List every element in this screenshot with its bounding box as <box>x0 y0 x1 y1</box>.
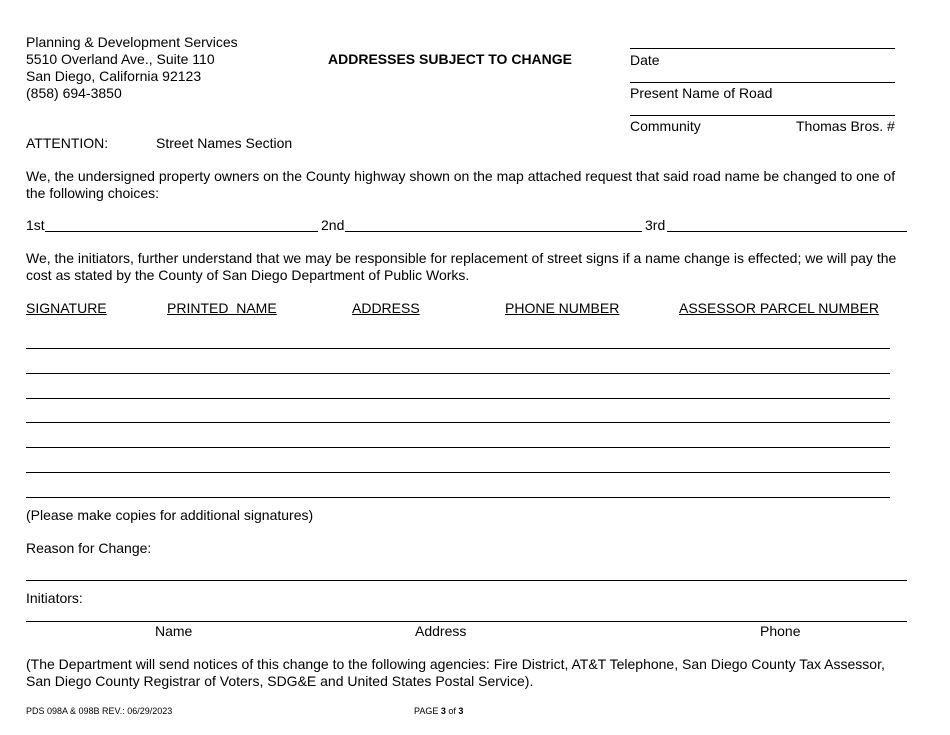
present-road-label: Present Name of Road <box>630 85 773 101</box>
attention-label: ATTENTION: <box>26 135 109 151</box>
notice-paragraph: (The Department will send notices of this change to the following agencies: Fire District, AT&T Telephone, San Diego County Tax Assessor, San Diego County Registrar of Voters, SDG&E and United States Postal Service). <box>26 656 885 689</box>
choice-third-field[interactable] <box>667 231 907 232</box>
office-address-line2: San Diego, California 92123 <box>26 68 202 84</box>
community-field-line[interactable] <box>630 115 895 116</box>
initiators-paragraph: We, the initiators, further understand that we may be responsible for replacement of street signs if a name change is effected; we will pay the cost as stated by the County of San Diego Department of Public Works. <box>26 250 897 283</box>
office-name: Planning & Development Services <box>26 34 238 50</box>
date-label: Date <box>630 52 660 68</box>
reason-field-line[interactable] <box>26 580 907 581</box>
thomas-bros-label: Thomas Bros. # <box>796 118 895 134</box>
copies-note: (Please make copies for additional signatures) <box>26 507 314 523</box>
choice-third-label: 3rd <box>645 217 666 233</box>
date-field-line[interactable] <box>630 48 895 49</box>
col-assessor-parcel: ASSESSOR PARCEL NUMBER <box>679 300 879 316</box>
initiator-phone-label: Phone <box>760 623 801 639</box>
signature-row-line[interactable] <box>26 497 890 498</box>
choice-first-field[interactable] <box>45 231 318 232</box>
page-of: of <box>448 706 456 716</box>
form-title: ADDRESSES SUBJECT TO CHANGE <box>328 51 573 67</box>
signature-row-line[interactable] <box>26 472 890 473</box>
col-signature: SIGNATURE <box>26 300 107 316</box>
page-total: 3 <box>458 706 464 716</box>
present-road-field-line[interactable] <box>630 82 895 83</box>
initiators-label: Initiators: <box>26 590 83 606</box>
col-phone-number: PHONE NUMBER <box>505 300 620 316</box>
col-printed-name: PRINTED NAME <box>167 300 277 316</box>
signature-row-line[interactable] <box>26 447 890 448</box>
choice-first-label: 1st <box>26 217 45 233</box>
signature-row-line[interactable] <box>26 348 890 349</box>
office-phone: (858) 694-3850 <box>26 85 122 101</box>
initiator-name-label: Name <box>155 623 193 639</box>
initiator-address-label: Address <box>415 623 467 639</box>
page-indicator <box>414 705 463 717</box>
signature-row-line[interactable] <box>26 398 890 399</box>
signature-row-line[interactable] <box>26 373 890 374</box>
form-id: PDS 098A & 098B REV.: 06/29/2023 <box>26 706 173 716</box>
signature-row-line[interactable] <box>26 422 890 423</box>
initiators-field-line[interactable] <box>26 621 907 622</box>
choice-second-field[interactable] <box>345 231 642 232</box>
request-paragraph: We, the undersigned property owners on the County highway shown on the map attached request that said road name be changed to one of the following choices: <box>26 168 896 201</box>
office-address-line1: 5510 Overland Ave., Suite 110 <box>26 51 215 67</box>
page-current: 3 <box>440 706 446 716</box>
choice-second-label: 2nd <box>321 217 345 233</box>
attention-value: Street Names Section <box>156 135 293 151</box>
community-label: Community <box>630 118 701 134</box>
col-address: ADDRESS <box>352 300 420 316</box>
page-label: PAGE <box>414 706 439 716</box>
reason-label: Reason for Change: <box>26 540 152 556</box>
